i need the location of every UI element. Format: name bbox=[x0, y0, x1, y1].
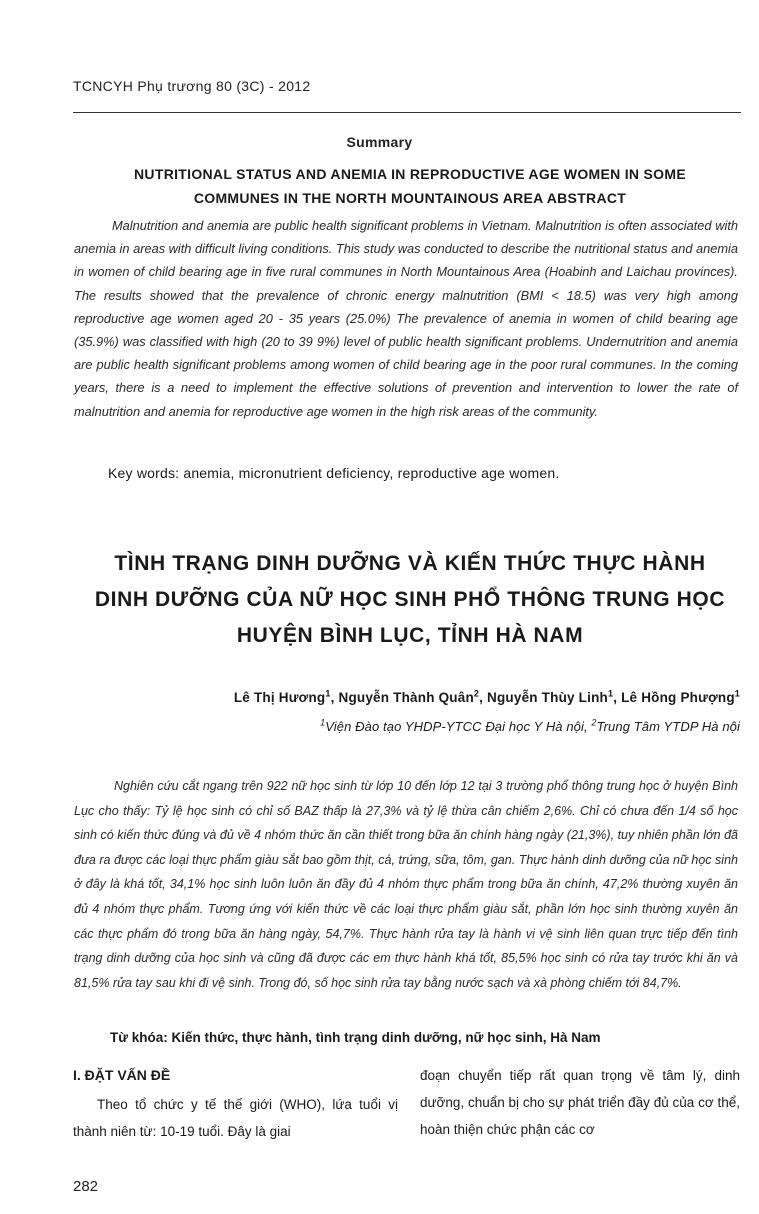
author-affiliation-mark: 1 bbox=[325, 688, 331, 699]
author-separator: , bbox=[330, 690, 339, 705]
author-name: Lê Hồng Phượng bbox=[621, 690, 735, 705]
affiliation-text: Trung Tâm YTDP Hà nội bbox=[596, 719, 740, 734]
author-affiliation-mark: 1 bbox=[607, 688, 614, 699]
english-abstract: Malnutrition and anemia are public health significant problems in Vietnam. Malnutrition is often associated with anemia in areas with difficult living conditions. This study was conducted to describe the nutritional status and anemia in women of child bearing age in five rural communes in North Mountainous Area (Hoabinh and Laichau provinces). The results showed that the prevalence of chronic energy malnutrition (BMI < 18.5) was very high among reproductive age women aged 20 - 35 years (25.0%) The prevalence of anemia in women of child bearing age (35.9%) was classified with high (20 to 39 9%) level of public health significant problems. Undernutrition and anemia are public health significant problems among women of child bearing age in the poor rural communes. In the coming years, there is a need to implement the effective solutions of prevention and intervention to lower the rate of malnutrition and anemia for reproductive age women in the high risk areas of the community. bbox=[74, 218, 738, 419]
affiliation-mark: 2 bbox=[591, 717, 597, 728]
author-name: Nguyễn Thùy Linh bbox=[487, 690, 608, 705]
author-affiliation-mark: 2 bbox=[473, 688, 480, 699]
author-affiliation-mark: 1 bbox=[734, 688, 740, 699]
vietnamese-keywords: Từ khóa: Kiến thức, thực hành, tình trạng dinh dưỡng, nữ học sinh, Hà Nam bbox=[110, 1030, 601, 1045]
body-column-right bbox=[420, 1062, 740, 1143]
body-text-right: đoạn chuyển tiếp rất quan trọng về tâm lý, dinh dưỡng, chuẩn bị cho sự phát triển đầy đủ của cơ thể, hoàn thiện chức phận các cơ bbox=[420, 1068, 740, 1137]
affiliations bbox=[140, 719, 740, 734]
affiliation-text: Viện Đào tạo YHDP-YTCC Đại học Y Hà nội, bbox=[325, 719, 592, 734]
running-head: TCNCYH Phụ trương 80 (3C) - 2012 bbox=[73, 78, 311, 94]
body-text-left: Theo tổ chức y tế thế giới (WHO), lứa tuổi vị thành niên từ: 10-19 tuổi. Đây là giai bbox=[73, 1097, 398, 1139]
author-name: Nguyễn Thành Quân bbox=[338, 690, 474, 705]
vietnamese-title bbox=[60, 546, 759, 654]
author-name: Lê Thị Hương bbox=[233, 690, 326, 705]
author-list bbox=[140, 690, 740, 705]
summary-label: Summary bbox=[346, 134, 413, 150]
author-separator: , bbox=[479, 690, 488, 705]
affiliation-mark: 1 bbox=[320, 717, 326, 728]
vietnamese-title-line: DINH DƯỠNG CỦA NỮ HỌC SINH PHỔ THÔNG TRUNG HỌC bbox=[94, 588, 726, 611]
author-separator: , bbox=[613, 690, 622, 705]
header-rule bbox=[73, 112, 741, 113]
vietnamese-title-line: TÌNH TRẠNG DINH DƯỠNG VÀ KIẾN THỨC THỰC HÀNH bbox=[114, 552, 706, 575]
vietnamese-title-line: HUYỆN BÌNH LỤC, TỈNH HÀ NAM bbox=[236, 624, 584, 647]
english-keywords: Key words: anemia, micronutrient deficiency, reproductive age women. bbox=[108, 465, 560, 481]
page-number: 282 bbox=[73, 1178, 99, 1195]
body-column-left bbox=[73, 1062, 398, 1145]
section-heading: I. ĐẶT VẤN ĐỀ bbox=[73, 1067, 171, 1083]
vietnamese-abstract: Nghiên cứu cắt ngang trên 922 nữ học sinh từ lớp 10 đến lớp 12 tại 3 trường phổ thông trung học ở huyện Bình Lục cho thấy: Tỷ lệ học sinh có chỉ số BAZ thấp là 27,3% và tỷ lệ thừa cân chiếm 2,6%. Chỉ có chưa đến 1/4 số học sinh có kiến thức đúng và đủ về 4 nhóm thức ăn cần thiết trong bữa ăn chính hàng ngày (21,3%), tuy nhiên phần lớn đã đưa ra được các loại thực phẩm giàu sắt bao gồm thịt, cá, trứng, sữa, tôm, gan. Thực hành dinh dưỡng của nữ học sinh ở đây là khá tốt, 34,1% học sinh luôn luôn ăn đầy đủ 4 nhóm thực phẩm trong bữa ăn chính, 47,2% thường xuyên ăn đủ 4 nhóm thực phẩm. Tương ứng với kiến thức về các loại thực phẩm giàu sắt, phần lớn học sinh thường xuyên ăn các thực phẩm đó trong bữa ăn hàng ngày, 54,7%. Thực hành rửa tay là hành vi vệ sinh liên quan trực tiếp đến tình trạng dinh dưỡng của học sinh và cũng đã được các em thực hành khá tốt, 85,5% học sinh có rửa tay trước khi ăn và 81,5% rửa tay sau khi đi vệ sinh. Trong đó, số học sinh rửa tay bằng nước sạch và xà phòng chiếm tới 84,7%. bbox=[74, 779, 738, 990]
english-title: NUTRITIONAL STATUS AND ANEMIA IN REPRODUCTIVE AGE WOMEN IN SOME COMMUNES IN THE NORTH MOUNTAINOUS AREA ABSTRACT bbox=[134, 166, 686, 206]
